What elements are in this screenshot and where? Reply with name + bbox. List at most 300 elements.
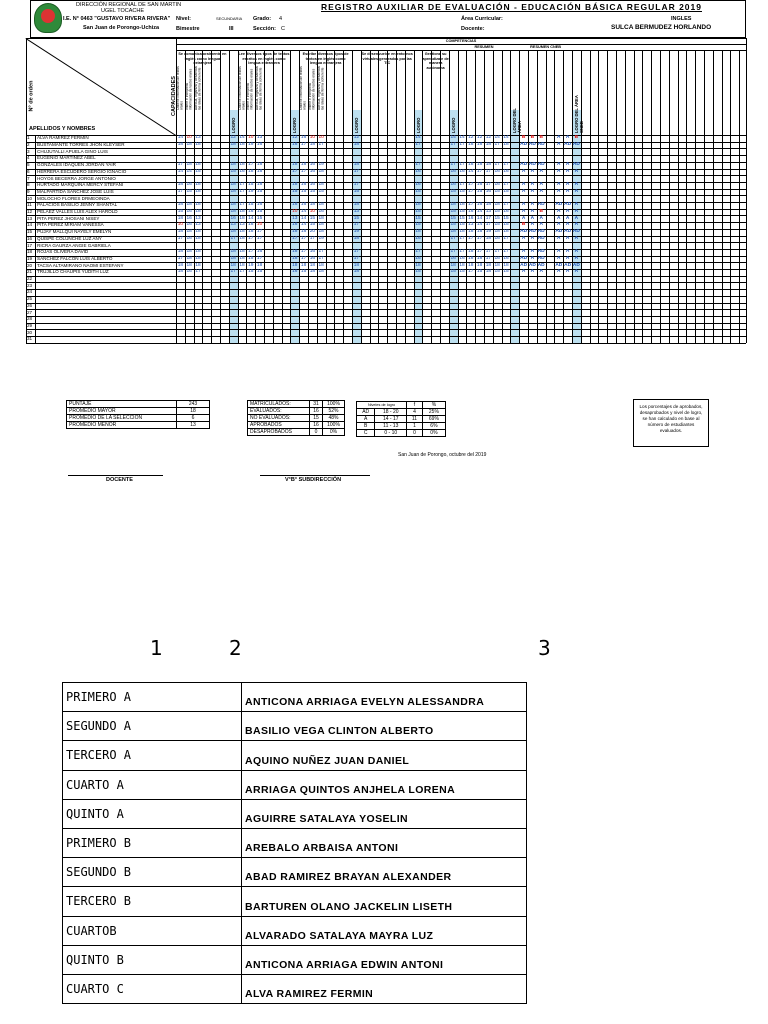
logro-cell: 15 [450,215,456,221]
grade-cell: 18 [256,262,263,268]
grade-cell: 10 [256,222,263,228]
resumen-cell: 16 [476,182,483,188]
resumen-cell: 17 [468,269,474,275]
grade-cell: 17 [256,229,263,235]
grid-hline [26,296,746,297]
row-number: 18 [27,249,33,255]
grade-cell: 18 [195,182,201,188]
grade-cell: 15 [248,202,254,208]
enrollment-count: 15 [310,415,323,422]
grid-vline [528,50,529,343]
row-number: 28 [27,316,33,322]
resumen-cneb-cell: B [539,135,543,141]
grid-vline [35,135,36,343]
grid-vline [405,50,406,343]
grade-cell: 18 [186,262,192,268]
resumen-cneb-cell: A [574,215,579,221]
grade-cell: 18 [195,249,201,255]
grade-cell: 18 [239,229,245,235]
level-frequency: 0 [407,430,423,437]
grade-cell: 14 [300,222,307,228]
grado-label: Grado: [253,16,272,22]
area-value: INGLES [671,16,692,22]
enrollment-label: DESAPROBADOS [248,429,310,436]
grid-vline [475,50,476,343]
grade-cell: 16 [309,255,316,261]
resumen-cneb-cell: A [539,222,543,228]
grade-cell: 16 [186,215,192,221]
grade-cell: 15 [256,188,263,194]
resumen-cneb-cell: A [565,269,570,275]
resumen-cell: 16 [503,209,509,214]
resumen-cell: 18 [468,142,474,147]
grade-cell: 18 [248,229,254,235]
enrollment-label: APROBADOS [248,422,310,429]
grade-cell: 18 [186,249,192,255]
grid-vline [422,50,423,343]
grades-grid [26,38,746,423]
score-row [67,422,210,429]
resumen-cell: 17 [459,235,465,241]
resumen-cneb-cell: AD [555,262,563,268]
logro-cell: 16 [415,255,421,261]
grade-cell: 18 [186,142,192,147]
docente-label: Docente: [461,26,485,32]
resumen-cell: 14 [503,135,509,141]
grade-cell: 18 [318,229,324,235]
grade-cell: 18 [300,229,307,235]
capacity-text: Infiere e interpreta información de textos orales [184,68,193,110]
resumen-cneb-cell: A [521,188,526,194]
grid-vline [458,50,459,343]
competency-title: Se comunica oralmente en inglés como lengua extranjera [178,52,227,65]
logro-cell: 16 [450,168,456,174]
levels-f-header: f [407,402,423,409]
resumen-cneb-cell: A [530,255,535,261]
grade-cell: 13 [195,222,201,228]
resumen-cell: 16 [494,168,500,174]
assignment-row [63,916,527,945]
resumen-cell: 18 [476,229,483,235]
logro-cell: 16 [415,235,421,241]
grade-cell: 15 [248,255,254,261]
score-value: 6 [177,415,210,422]
grid-vline [746,38,747,343]
resumen-cell: 15 [459,188,465,194]
level-name: AD [357,409,375,416]
logro-cell: 17 [415,249,421,255]
logro-cell: 15 [415,215,421,221]
logro-cell: 17 [353,249,360,255]
logro-cell: 17 [415,142,421,147]
student-name: ALVA RAMIREZ FERMIN [242,974,527,1003]
resumen-cell: 17 [503,249,509,255]
resumen-cneb-cell: A [574,222,579,228]
resumen-cell: 18 [503,229,509,235]
grade-cell: 15 [309,222,316,228]
grade-cell: 18 [309,202,316,208]
grid-hline [26,289,746,290]
org-line1: DIRECCIÓN REGIONAL DE SAN MARTIN [76,2,182,8]
resumen-cneb-cell: A [530,269,535,275]
level-name: B [357,423,375,430]
row-number: 23 [27,282,33,288]
school-crest-icon [34,3,62,33]
grade-cell: 18 [177,142,184,147]
grid-vline [396,50,397,343]
resumen-cneb-cell: A [574,269,579,275]
grade-cell: 18 [195,262,201,268]
resumen-cneb-cell: AD [564,229,572,235]
student-name: QUISPE COLUNCHE LUZ ANY [37,235,102,241]
grid-vline [290,50,291,343]
student-name: CHUJUTALLI APUELA GINO LUIS [37,148,108,154]
header-diagonal [26,38,176,135]
resumen-cell: 17 [485,215,492,221]
student-name: ALVA RAMIREZ FERMIN [37,135,89,141]
resumen-cneb-cell: A [565,209,570,214]
resumen-cneb-cell: AD [572,262,580,268]
student-name: AREBALO ARBAISA ANTONI [242,828,527,857]
row-number: 3 [27,148,30,154]
student-name: ARRIAGA QUINTOS ANJHELA LORENA [242,770,527,799]
grade-cell: 15 [256,269,263,275]
row-number: 27 [27,309,33,315]
level-range: 14 - 17 [375,416,407,423]
grade-cell: 16 [186,269,192,275]
resumen-cneb-cell: A [557,209,561,214]
grade-cell: 15 [300,188,307,194]
resumen-cell: 15 [459,209,465,214]
score-summary-table [66,400,210,429]
names-column-label: APELLIDOS Y NOMBRES [29,126,96,132]
grade-cell: 17 [318,142,324,147]
grade-cell: 18 [186,162,192,168]
grid-vline [739,50,740,343]
row-number: 16 [27,235,33,241]
grid-vline [466,50,467,343]
competency-title: Lee diversos tipos de textos escritos en inglés como lengua extranjera [238,52,290,65]
resumen-cneb-cell: B [530,135,535,141]
orden-label: N° de orden [28,80,35,112]
row-number: 5 [27,162,30,168]
nivel-label: Nivel: [176,16,191,22]
grid-hline [26,303,746,304]
resumen-cell: 14 [476,222,483,228]
logro-cell: 17 [353,255,360,261]
grid-vline [695,50,696,343]
grid-hline [26,282,746,283]
logro-cell: 18 [292,182,298,188]
resumen-cell: 14 [494,135,500,141]
column-number-3: 3 [538,636,551,660]
resumen-cneb-cell: A [530,182,535,188]
grid-vline [686,50,687,343]
row-number: 15 [27,229,33,235]
resumen-cneb-cell: A [557,188,561,194]
logro-cell: 18 [353,235,360,241]
resumen-cell: 15 [476,188,483,194]
resumen-cell: 18 [468,162,474,168]
grid-hline [26,323,746,324]
student-name: HURTADO MARQUINA MERCY STEFANI [37,182,124,188]
student-name: MALPARTIDA SANCHEZ JOSE LUIS [37,188,114,194]
grade-cell: 10 [309,209,316,214]
resumen-cell: 17 [459,249,465,255]
resumen-cell: 17 [503,235,509,241]
resumen-cell: 18 [485,202,492,208]
student-name: TACSA ALTAMIRANO NAOMI ESTEFANY [37,262,124,268]
logro-cell: 15 [450,209,456,214]
resumen-cneb-cell: A [521,168,526,174]
grid-vline [678,50,679,343]
grade-cell: 15 [186,188,192,194]
grade-cell: 16 [248,209,254,214]
resumen-cneb-cell: AD [555,202,563,208]
logro-cell: 18 [450,262,456,268]
group-name: SEGUNDO B [63,858,242,887]
capacity-text: Infiere e interpreta información de textos orales [308,68,316,110]
logro-cell: 15 [230,168,236,174]
assignment-row [63,712,527,741]
logro-cell: 17 [353,168,360,174]
docente-signature-label: DOCENTE [106,477,133,483]
student-name: ANTICONA ARRIAGA EDWIN ANTONI [242,945,527,974]
grade-cell: 18 [309,262,316,268]
resumen-cell: 17 [468,235,474,241]
logro-cell: 18 [230,262,236,268]
grid-hline [26,336,746,337]
grade-cell: 17 [177,255,184,261]
resumen-cell: 16 [476,202,483,208]
resumen-cell: 16 [485,188,492,194]
level-frequency: 4 [407,409,423,416]
grade-cell: 18 [195,255,201,261]
grid-vline [343,50,344,343]
resumen-cneb-cell: AD [572,162,580,168]
school-location: San Juan de Porongo-Uchiza [83,25,160,31]
logro-cell: 19 [353,229,360,235]
group-name: TERCERO A [63,741,242,770]
grade-cell: 18 [195,229,201,235]
logro-label: LOGRO [450,117,456,133]
resumen-cneb-cell: AD [528,262,536,268]
resumen-cneb-cell: AD [528,142,536,147]
grade-cell: 17 [309,235,316,241]
competency-title: Escribe diversos tipos de textos en inglés como lengua extranjera [302,52,349,65]
row-number: 7 [27,175,30,181]
row-number: 19 [27,255,33,261]
resumen-cneb-cell: A [557,235,561,241]
logro-cell: 15 [292,188,298,194]
resumen-cneb-cell: A [521,235,526,241]
enrollment-row [248,408,345,415]
logro-cell: 15 [415,209,421,214]
row-number: 30 [27,329,33,335]
student-name: ALVARADO SATALAYA MAYRA LUZ [242,916,527,945]
logro-cell: 16 [450,255,456,261]
grade-cell: 16 [309,182,316,188]
grade-cell: 17 [239,202,245,208]
resumen-cneb-cell: AD [564,262,572,268]
logro-cell: 17 [353,182,360,188]
grade-cell: 16 [300,135,307,141]
resumen-cell: 14 [459,135,465,141]
row-number: 22 [27,276,33,281]
grade-cell: 18 [177,269,184,275]
grade-cell: 16 [300,182,307,188]
resumen-cneb-cell: A [565,188,570,194]
logro-cell: 18 [450,202,456,208]
level-row [357,423,446,430]
grid-vline [642,50,643,343]
grade-cell: 17 [177,162,184,168]
resumen-cneb-cell: A [557,255,561,261]
resumen-cneb-cell: AD [528,162,536,168]
assignment-row [63,945,527,974]
resumen-cell: 14 [476,209,483,214]
resumen-cneb-cell: AD [520,262,528,268]
grade-cell: 14 [300,215,307,221]
grade-cell: 16 [318,209,324,214]
resumen-cneb-cell: A [521,269,526,275]
student-name: PUJAY MALLQUI NAYELY EMELYN [37,229,112,235]
grid-vline [616,50,617,343]
levels-header-row [357,402,446,409]
grid-vline [598,50,599,343]
resumen-cell: 17 [485,255,492,261]
capacity-text: Obtiene información de textos orales [237,66,246,110]
grade-cell: 18 [195,142,201,147]
grade-cell: 18 [195,188,201,194]
grade-cell: 16 [309,249,316,255]
score-value: 18 [177,408,210,415]
student-name: BASILIO VEGA CLINTON ALBERTO [242,712,527,741]
area-label: Área Curricular: [461,16,503,22]
logro-label: LOGRO [354,117,359,133]
resumen-cell: 17 [476,235,483,241]
resumen-cell: 17 [476,168,483,174]
logro-cell: 18 [230,229,236,235]
resumen-cneb-cell: B [521,135,526,141]
student-name: BUSTAMANTE TORRES JHON KLEYSER [37,142,125,147]
logro-cell: 13 [353,209,360,214]
logro-cell: 13 [230,222,236,228]
grade-cell: 15 [309,188,316,194]
logro-cell: 18 [292,249,298,255]
logro-cell: 18 [353,262,360,268]
grid-vline [572,50,573,343]
capacity-text: Adecúa, organiza y desarrolla las ideas de forma coherente [316,66,325,110]
logro-cell: 18 [292,262,298,268]
group-name: QUINTO A [63,799,242,828]
row-number: 26 [27,302,33,308]
resumen-cneb-cell: A [530,222,535,228]
student-name: PELAEZ VALLES LUIS ALEX HAROLD [37,209,118,214]
logro-cell: 17 [292,235,298,241]
logro-cell: 18 [230,209,236,214]
row-number: 14 [27,222,33,228]
resumen-cneb-cell: A [530,168,535,174]
logro-cell: 15 [450,222,456,228]
grade-cell: 18 [256,162,263,168]
grade-cell: 18 [195,209,201,214]
assignment-row [63,799,527,828]
logro-cell: 18 [415,262,421,268]
grade-cell: 10 [186,135,192,141]
level-percent: 6% [422,423,445,430]
row-number: 4 [27,155,30,161]
resumen-cneb-cell: A [565,235,570,241]
grid-vline [519,50,520,343]
resumen-cneb-cell: A [565,255,570,261]
resumen-cell: 15 [494,188,500,194]
logro-cell: 12 [353,135,360,141]
score-label: PROMEDIO DE LA SELECCIÓN [67,415,177,422]
resumen-cell: 12 [468,135,474,141]
resumen-cneb-cell: A [557,269,561,275]
logro-cell: 16 [230,215,236,221]
row-number: 25 [27,296,33,302]
resumen-cneb-cell: A [539,188,543,194]
score-row [67,401,210,408]
enrollment-summary-table [247,400,345,436]
enrollment-percent: 100% [323,422,345,429]
logro-cell: 16 [450,182,456,188]
resumen-cneb-cell: A [539,269,543,275]
grade-cell: 18 [239,235,245,241]
school-name: I.E. N° 0463 "GUSTAVO RIVERA RIVERA" [63,16,171,22]
enrollment-percent: 52% [323,408,345,415]
resumen-cneb-cell: A [539,182,543,188]
resumen-cell: 17 [485,182,492,188]
resumen-cneb-cell: B [574,135,579,141]
logro-cell: 14 [415,135,421,141]
resumen-cell: 18 [459,229,465,235]
resumen-cneb-label: RESUMEN CNEB [530,45,561,49]
level-frequency: 1 [407,423,423,430]
row-number: 10 [27,195,33,201]
resumen-cell: 15 [459,269,465,275]
resumen-cell: 13 [485,209,492,214]
enrollment-percent: 100% [323,401,345,408]
resumen-cneb-cell: A [574,249,579,255]
grade-cell: 18 [318,182,324,188]
resumen-cneb-cell: A [530,235,535,241]
group-name: CUARTO A [63,770,242,799]
grid-vline [730,50,731,343]
resumen-cell: 16 [468,215,474,221]
grade-cell: 18 [309,142,316,147]
group-name: TERCERO B [63,887,242,916]
resumen-cneb-cell: A [574,188,579,194]
enrollment-row [248,401,345,408]
grade-cell: 17 [248,249,254,255]
logro-cell: 15 [353,188,360,194]
grid-hline [26,343,746,344]
resumen-cneb-cell: A [557,135,561,141]
row-number: 6 [27,168,30,174]
grade-cell: 20 [309,229,316,235]
logro-cell: 12 [292,135,298,141]
resumen-cell: 15 [459,222,465,228]
resumen-cell: 12 [485,135,492,141]
bimestre-label: Bimestre [176,26,200,32]
grid-vline [431,50,432,343]
resumen-cneb-cell: B [521,222,526,228]
score-label: PUNTAJE [67,401,177,408]
resumen-cneb-cell: A [565,168,570,174]
